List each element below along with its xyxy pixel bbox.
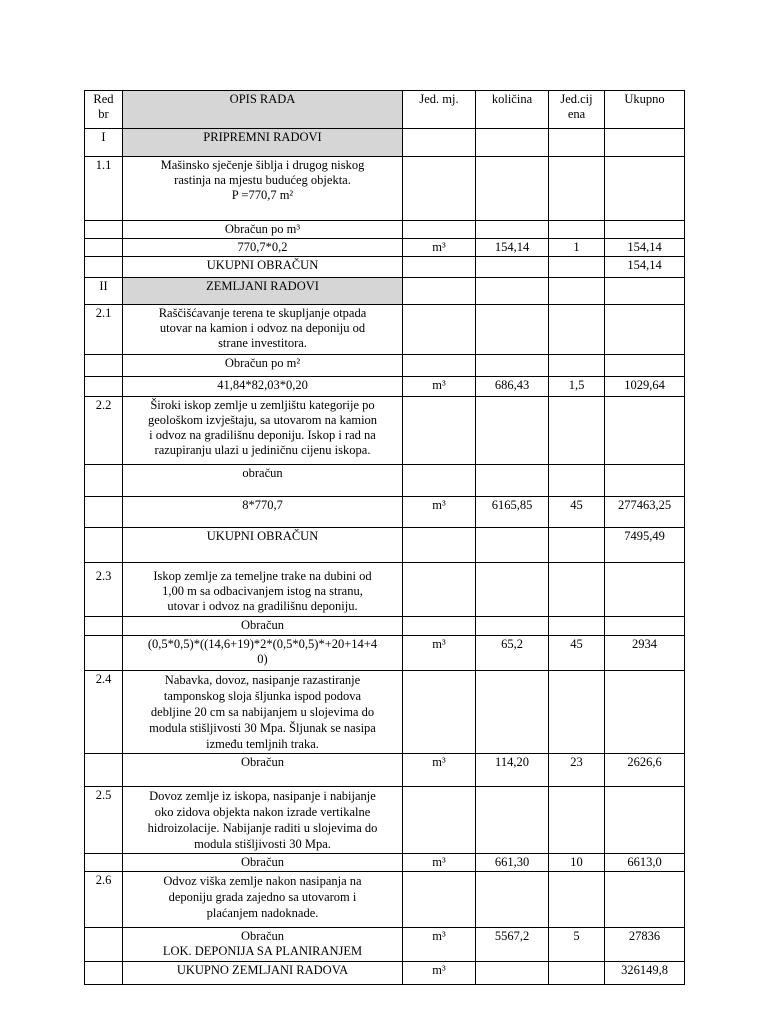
cell-opis: UKUPNI OBRAČUN: [123, 257, 403, 278]
table-row: [85, 157, 685, 221]
cell-opis: 770,7*0,2: [123, 239, 403, 257]
cell-jm: [403, 563, 476, 617]
cell-opis: Nabavka, dovoz, nasipanje razastiranje tamponskog sloja šljunka ispod podova debljine 20 cm sa nabijanjem u slojevima do modula stišljivosti 30 Mpa. Šljunak se nasipa između temljnih traka.: [123, 671, 403, 754]
cell-opis: Iskop zemlje za temeljne trake na dubini od 1,00 m sa odbacivanjem istog na stranu, utovar i odvoz na gradilišnu deponiju.: [123, 563, 403, 617]
table-row: [85, 563, 685, 617]
cell-uk: [605, 129, 685, 157]
header-jed-cijena: Jed.cij ena: [549, 91, 605, 129]
cell-kol: [476, 671, 549, 754]
cell-uk: [605, 787, 685, 854]
cell-jm: [403, 221, 476, 239]
cell-jm: [403, 617, 476, 636]
cell-rb: [85, 754, 123, 787]
cell-uk: 154,14: [605, 239, 685, 257]
cell-jc: 5: [549, 928, 605, 962]
table-row: [85, 962, 685, 985]
cell-opis: Raščišćavanje terena te skupljanje otpada utovar na kamion i odvoz na deponiju od strane investitora.: [123, 305, 403, 355]
cell-jc: 1: [549, 239, 605, 257]
table-row: [85, 257, 685, 278]
header-ukupno: Ukupno: [605, 91, 685, 129]
cell-rb: [85, 257, 123, 278]
cell-uk: 2626,6: [605, 754, 685, 787]
table-row: [85, 305, 685, 355]
table-row: [85, 754, 685, 787]
cell-jc: [549, 221, 605, 239]
cell-opis: Obračun po m²: [123, 355, 403, 377]
table-row: [85, 854, 685, 872]
cell-jc: [549, 157, 605, 221]
cell-kol: [476, 221, 549, 239]
cell-uk: [605, 563, 685, 617]
cell-jm: [403, 257, 476, 278]
cell-jc: [549, 671, 605, 754]
table-row: [85, 221, 685, 239]
cell-uk: 27836: [605, 928, 685, 962]
table-row: [85, 355, 685, 377]
cell-kol: 6165,85: [476, 497, 549, 528]
cell-kol: [476, 157, 549, 221]
cell-uk: 277463,25: [605, 497, 685, 528]
table-row: [85, 636, 685, 671]
cell-opis: (0,5*0,5)*((14,6+19)*2*(0,5*0,5)*+20+14+4 0): [123, 636, 403, 671]
cell-opis: UKUPNI OBRAČUN: [123, 528, 403, 563]
cell-jc: [549, 872, 605, 928]
cell-rb: 2.2: [85, 397, 123, 465]
cell-uk: 2934: [605, 636, 685, 671]
cell-kol: 661,30: [476, 854, 549, 872]
cell-rb: [85, 617, 123, 636]
cell-rb: 2.4: [85, 671, 123, 754]
cell-jc: 10: [549, 854, 605, 872]
cell-opis: Obračun: [123, 617, 403, 636]
cell-jm: [403, 465, 476, 497]
cell-uk: 1029,64: [605, 377, 685, 397]
cell-jc: [549, 397, 605, 465]
table-row: [85, 617, 685, 636]
cell-rb: 2.5: [85, 787, 123, 854]
cell-jc: [549, 355, 605, 377]
table-row: [85, 465, 685, 497]
cell-jc: [549, 563, 605, 617]
cell-jm: m³: [403, 636, 476, 671]
cell-jm: m³: [403, 239, 476, 257]
cell-jm: m³: [403, 377, 476, 397]
table-row: [85, 671, 685, 754]
cell-rb: [85, 355, 123, 377]
cell-jc: [549, 787, 605, 854]
cell-jc: [549, 465, 605, 497]
cell-opis: Široki iskop zemlje u zemljištu kategorije po geološkom izvještaju, sa utovarom na kamion i odvoz na gradilišnu deponiju. Iskop i rad na razupiranju ulazi u jediničnu cijenu iskopa.: [123, 397, 403, 465]
bill-of-quantities-table: [84, 90, 685, 985]
cell-opis: Obračun: [123, 854, 403, 872]
cell-kol: [476, 278, 549, 305]
cell-uk: 7495,49: [605, 528, 685, 563]
cell-jc: [549, 962, 605, 985]
cell-kol: [476, 528, 549, 563]
table-row: [85, 129, 685, 157]
cell-uk: [605, 157, 685, 221]
cell-opis: UKUPNO ZEMLJANI RADOVA: [123, 962, 403, 985]
cell-rb: [85, 221, 123, 239]
cell-rb: [85, 377, 123, 397]
cell-jm: [403, 787, 476, 854]
cell-uk: [605, 872, 685, 928]
cell-kol: 686,43: [476, 377, 549, 397]
cell-jm: [403, 157, 476, 221]
cell-jc: [549, 528, 605, 563]
cell-rb: I: [85, 129, 123, 157]
cell-uk: 326149,8: [605, 962, 685, 985]
cell-jc: [549, 617, 605, 636]
cell-rb: [85, 854, 123, 872]
cell-rb: [85, 962, 123, 985]
cell-rb: [85, 465, 123, 497]
cell-opis: 41,84*82,03*0,20: [123, 377, 403, 397]
table-row: [85, 239, 685, 257]
table-row: [85, 377, 685, 397]
cell-jm: [403, 278, 476, 305]
cell-jm: m³: [403, 854, 476, 872]
cell-jc: 1,5: [549, 377, 605, 397]
header-red-br: Red br: [85, 91, 123, 129]
cell-uk: [605, 671, 685, 754]
table-row: [85, 928, 685, 962]
cell-uk: [605, 465, 685, 497]
header-opis-rada: OPIS RADA: [123, 91, 403, 129]
cell-kol: [476, 787, 549, 854]
header-jed-mj: Jed. mj.: [403, 91, 476, 129]
cell-jm: [403, 872, 476, 928]
cell-jm: m³: [403, 962, 476, 985]
cell-kol: [476, 872, 549, 928]
cell-rb: [85, 528, 123, 563]
cell-jc: [549, 257, 605, 278]
cell-rb: 2.6: [85, 872, 123, 928]
cell-jc: 23: [549, 754, 605, 787]
cell-kol: [476, 465, 549, 497]
cell-jm: [403, 305, 476, 355]
cell-rb: 1.1: [85, 157, 123, 221]
header-kolicina: količina: [476, 91, 549, 129]
section-title: PRIPREMNI RADOVI: [123, 129, 403, 157]
cell-opis: Obračun: [123, 754, 403, 787]
cell-rb: [85, 239, 123, 257]
section-title: ZEMLJANI RADOVI: [123, 278, 403, 305]
cell-uk: [605, 397, 685, 465]
cell-opis: Mašinsko sječenje šiblja i drugog niskog rastinja na mjestu budućeg objekta. P =770,7 m²: [123, 157, 403, 221]
table-row: [85, 278, 685, 305]
cell-opis: Odvoz viška zemlje nakon nasipanja na deponiju grada zajedno sa utovarom i plaćanjem nadoknade.: [123, 872, 403, 928]
cell-opis: Obračun po m³: [123, 221, 403, 239]
table-row: [85, 872, 685, 928]
cell-jc: [549, 278, 605, 305]
cell-jc: 45: [549, 497, 605, 528]
cell-jm: [403, 397, 476, 465]
cell-kol: [476, 305, 549, 355]
table-row: [85, 397, 685, 465]
cell-jm: [403, 129, 476, 157]
cell-kol: [476, 962, 549, 985]
cell-uk: [605, 305, 685, 355]
cell-jm: m³: [403, 754, 476, 787]
cell-opis: Obračun LOK. DEPONIJA SA PLANIRANJEM: [123, 928, 403, 962]
cell-kol: [476, 397, 549, 465]
cell-opis: 8*770,7: [123, 497, 403, 528]
cell-kol: [476, 355, 549, 377]
cell-jm: m³: [403, 497, 476, 528]
cell-rb: [85, 636, 123, 671]
cell-uk: [605, 617, 685, 636]
cell-kol: 65,2: [476, 636, 549, 671]
cell-kol: [476, 257, 549, 278]
cell-uk: [605, 278, 685, 305]
cell-jm: [403, 355, 476, 377]
cell-rb: [85, 928, 123, 962]
table-row: [85, 787, 685, 854]
cell-kol: [476, 563, 549, 617]
cell-uk: 6613,0: [605, 854, 685, 872]
cell-jm: m³: [403, 928, 476, 962]
cell-rb: [85, 497, 123, 528]
cell-jc: [549, 129, 605, 157]
cell-rb: 2.3: [85, 563, 123, 617]
table-row: [85, 528, 685, 563]
cell-opis: obračun: [123, 465, 403, 497]
cell-uk: [605, 355, 685, 377]
cell-opis: Dovoz zemlje iz iskopa, nasipanje i nabijanje oko zidova objekta nakon izrade vertikalne hidroizolacije. Nabijanje raditi u slojevima do modula stišljivosti 30 Mpa.: [123, 787, 403, 854]
cell-rb: 2.1: [85, 305, 123, 355]
cell-rb: II: [85, 278, 123, 305]
cell-kol: 5567,2: [476, 928, 549, 962]
table-row: [85, 497, 685, 528]
cell-uk: 154,14: [605, 257, 685, 278]
cell-jc: [549, 305, 605, 355]
table-header-row: [85, 91, 685, 129]
cell-kol: 114,20: [476, 754, 549, 787]
cell-kol: 154,14: [476, 239, 549, 257]
cell-jm: [403, 671, 476, 754]
cell-jm: [403, 528, 476, 563]
cell-kol: [476, 617, 549, 636]
cell-uk: [605, 221, 685, 239]
cell-jc: 45: [549, 636, 605, 671]
cell-kol: [476, 129, 549, 157]
